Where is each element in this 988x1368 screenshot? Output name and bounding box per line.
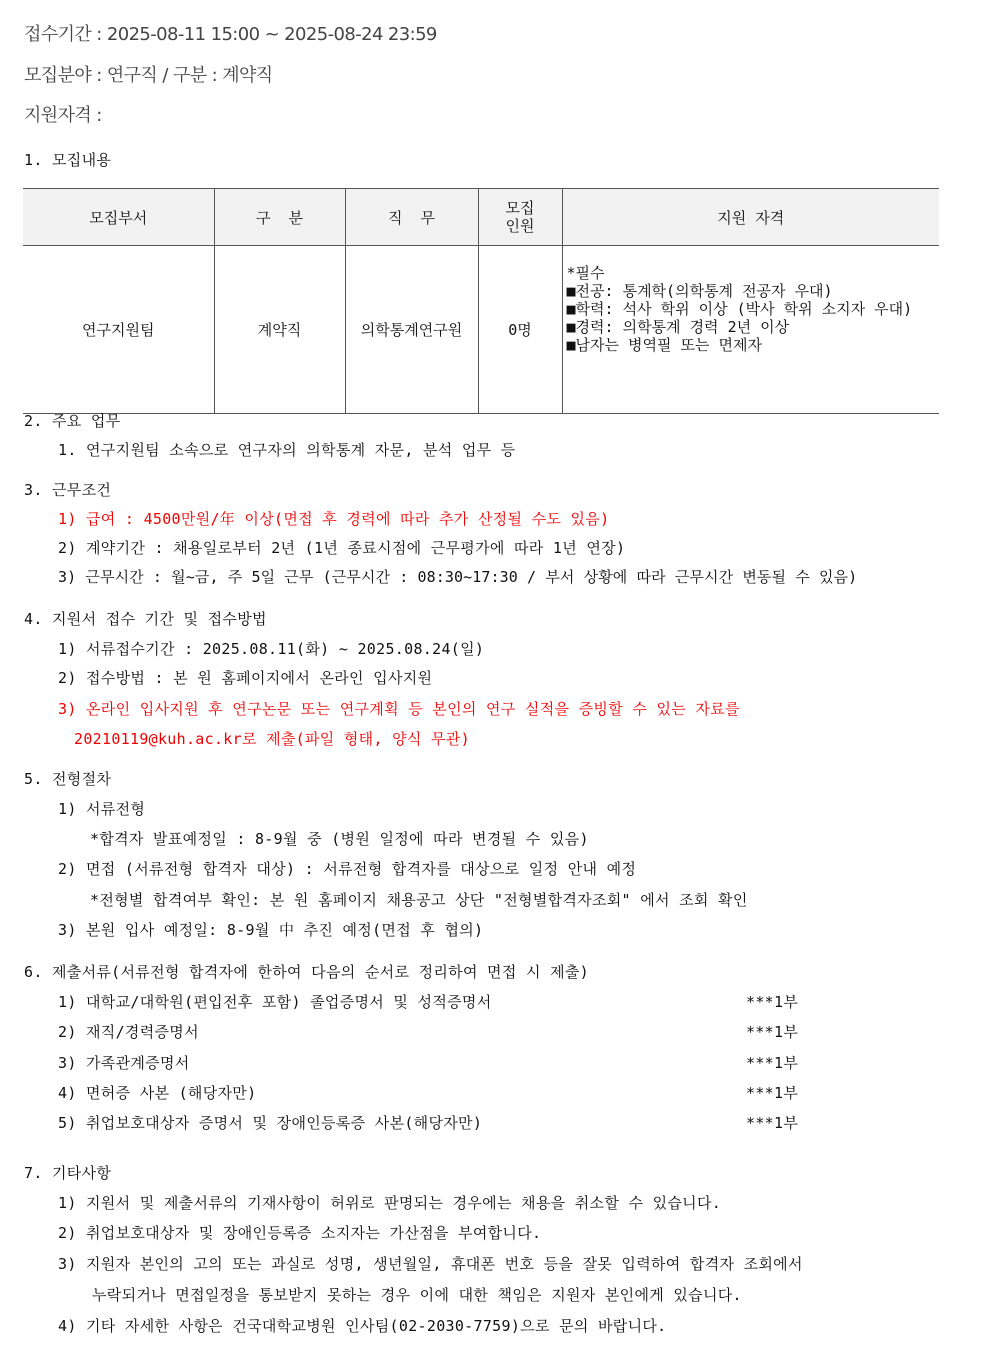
section-title-application: 4. 지원서 접수 기간 및 접수방법 <box>24 610 267 628</box>
list-item: 3) 본원 입사 예정일: 8-9월 中 추진 예정(면접 후 협의) <box>58 921 484 939</box>
section-title-documents: 6. 제출서류(서류전형 합격자에 한하여 다음의 순서로 정리하여 면접 시 제출) <box>24 963 590 981</box>
document-qty: ***1부 <box>746 993 799 1011</box>
qual-line: *필수 <box>566 264 605 282</box>
list-item-note: *전형별 합격여부 확인: 본 원 홈페이지 채용공고 상단 "전형별합격자조회" 에서 조회 확인 <box>90 891 748 909</box>
section-title-other: 7. 기타사항 <box>24 1164 112 1182</box>
header-dept: 모집부서 <box>23 189 214 246</box>
qualification-label: 지원자격 : <box>24 105 102 126</box>
list-item: 3) 근무시간 : 월~금, 주 5일 근무 (근무시간 : 08:30~17:30 / 부서 상황에 따라 근무시간 변동될 수 있음) <box>58 568 858 586</box>
table-row <box>23 246 939 414</box>
list-item: 3) 지원자 본인의 고의 또는 과실로 성명, 생년월일, 휴대폰 번호 등을 잘못 입력하여 합격자 조회에서 <box>58 1255 803 1273</box>
list-item: 1) 서류전형 <box>58 800 146 818</box>
list-item: 2) 면접 (서류전형 합격자 대상) : 서류전형 합격자를 대상으로 일정 안내 예정 <box>58 860 637 878</box>
list-item-continued: 누락되거나 면접일정을 통보받지 못하는 경우 이에 대한 책임은 지원자 본인에게 있습니다. <box>92 1286 742 1304</box>
list-item: 1) 서류접수기간 : 2025.08.11(화) ~ 2025.08.24(일) <box>58 640 485 658</box>
list-item <box>58 1083 898 1103</box>
list-item: 1. 연구지원팀 소속으로 연구자의 의학통계 자문, 분석 업무 등 <box>58 441 516 459</box>
cell-count: 0명 <box>478 246 562 414</box>
document-qty: ***1부 <box>746 1084 799 1102</box>
document-name: 3) 가족관계증명서 <box>58 1054 190 1072</box>
document-name: 5) 취업보호대상자 증명서 및 장애인등록증 사본(해당자만) <box>58 1114 483 1132</box>
application-period: 접수기간 : 2025-08-11 15:00 ~ 2025-08-24 23:59 <box>24 24 437 45</box>
document-name: 4) 면허증 사본 (해당자만) <box>58 1084 257 1102</box>
document-qty: ***1부 <box>746 1054 799 1072</box>
section-title-recruit: 1. 모집내용 <box>24 151 112 169</box>
document-name: 1) 대학교/대학원(편입전후 포함) 졸업증명서 및 성적증명서 <box>58 993 492 1011</box>
cell-qualification <box>562 246 939 414</box>
qual-line: ■경력: 의학통계 경력 2년 이상 <box>566 318 790 336</box>
qual-line: ■학력: 석사 학위 이상 (박사 학위 소지자 우대) <box>566 300 913 318</box>
header-job: 직 무 <box>345 189 478 246</box>
document-qty: ***1부 <box>746 1023 799 1041</box>
qual-line: ■남자는 병역필 또는 면제자 <box>566 336 763 354</box>
table-header-row <box>23 189 939 246</box>
cell-type: 계약직 <box>214 246 345 414</box>
list-item: 2) 접수방법 : 본 원 홈페이지에서 온라인 입사지원 <box>58 669 433 687</box>
list-item: 2) 계약기간 : 채용일로부터 2년 (1년 종료시점에 근무평가에 따라 1년 연장) <box>58 539 626 557</box>
list-item: 1) 지원서 및 제출서류의 기재사항이 허위로 판명되는 경우에는 채용을 취소할 수 있습니다. <box>58 1194 722 1212</box>
list-item: 4) 기타 자세한 사항은 건국대학교병원 인사팀(02-2030-7759)으로 문의 바랍니다. <box>58 1317 667 1335</box>
section-title-process: 5. 전형절차 <box>24 770 112 788</box>
recruit-table <box>23 188 939 414</box>
list-item-salary: 1) 급여 : 4500만원/年 이상(면접 후 경력에 따라 추가 산정될 수도 있음) <box>58 510 610 528</box>
cell-job: 의학통계연구원 <box>345 246 478 414</box>
list-item-note: *합격자 발표예정일 : 8-9월 중 (병원 일정에 따라 변경될 수 있음) <box>90 830 589 848</box>
recruit-field: 모집분야 : 연구직 / 구분 : 계약직 <box>24 65 273 86</box>
list-item <box>58 992 898 1012</box>
qual-line: ■전공: 통계학(의학통계 전공자 우대) <box>566 282 833 300</box>
list-item <box>58 1113 898 1133</box>
section-title-duties: 2. 주요 업무 <box>24 412 121 430</box>
cell-dept: 연구지원팀 <box>23 246 214 414</box>
list-item <box>58 1022 898 1042</box>
document-name: 2) 재직/경력증명서 <box>58 1023 199 1041</box>
list-item: 2) 취업보호대상자 및 장애인등록증 소지자는 가산점을 부여합니다. <box>58 1224 542 1242</box>
section-title-conditions: 3. 근무조건 <box>24 481 112 499</box>
list-item <box>58 1053 898 1073</box>
header-count: 모집 인원 <box>478 189 562 246</box>
submission-email: 20210119@kuh.ac.kr로 제출(파일 형태, 양식 무관) <box>74 730 470 748</box>
document-qty: ***1부 <box>746 1114 799 1132</box>
list-item-submission: 3) 온라인 입사지원 후 연구논문 또는 연구계획 등 본인의 연구 실적을 증빙할 수 있는 자료를 <box>58 700 740 718</box>
header-type: 구 분 <box>214 189 345 246</box>
header-qualification: 지원 자격 <box>562 189 939 246</box>
